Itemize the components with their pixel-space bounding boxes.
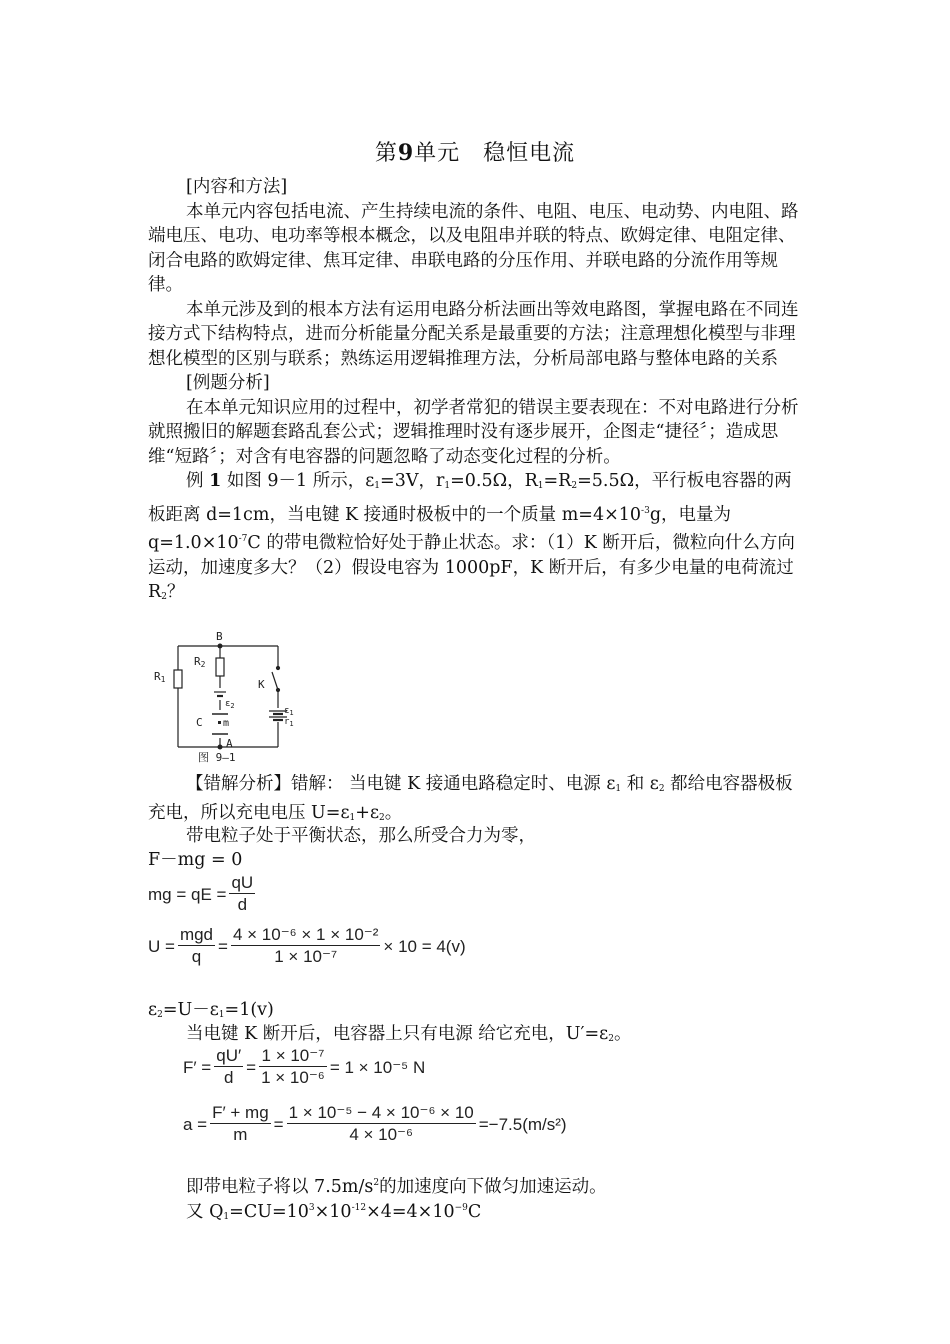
section-heading-content: [内容和方法] <box>186 177 288 197</box>
equation-mg-qe: mg = qE = $\frac{qU}{d}$ <box>148 873 254 914</box>
page-title: 第9单元 稳恒电流 <box>374 140 576 166</box>
label-c: C <box>196 716 203 729</box>
svg-text:ε2: $\varepsilon_2$ <box>225 699 235 710</box>
equation-force-balance: F－mg = 0 <box>148 850 243 870</box>
equation-force-prime: F′ = $\frac{qU'}{d}$ = $\frac{\text{1 × 10⁻⁷}}{\text{1 × 10⁻⁶}}$ = 1 × 10⁻⁵ N <box>183 1046 426 1087</box>
svg-text:r1: $r_1$ <box>284 717 294 728</box>
svg-text:R1: R1 <box>154 670 166 684</box>
body-text <box>148 175 803 610</box>
circuit-diagram <box>148 630 298 765</box>
paragraph-intro: 本单元内容包括电流、产生持续电流的条件、电阻、电压、电动势、内电阻、路端电压、电功、电功率等根本概念，以及电阻串并联的特点、欧姆定律、电阻定律、闭合电路的欧姆定律、焦耳定律、串联电路的分压作用、并联电路的分流作用等规律。 <box>148 201 799 295</box>
label-b: B <box>216 630 223 643</box>
label-m: m <box>223 718 230 729</box>
error-analysis: 【错解分析】错解： 当电键 K 接通电路稳定时、电源 $\varepsilon_1$ 和 $\varepsilon_2$ 都给电容器极板充电，所以充电电压 $U=\varepsilon_1+\varepsilon_2$。 <box>148 774 793 823</box>
acceleration-text: 即带电粒子将以 $7.5m/s^2$的加速度向下做匀加速运动。 <box>186 1177 607 1197</box>
paragraph-methods: 本单元涉及到的根本方法有运用电路分析法画出等效电路图，掌握电路在不同连接方式下结构特点，进而分析能量分配关系是最重要的方法；注意理想化模型与非理想化模型的区别与联系；熟练运用逻辑推理方法，分析局部电路与整体电路的关系 <box>148 299 799 369</box>
equation-emf2: $\varepsilon_2=U-\varepsilon_1=1(v)$ <box>148 1000 274 1020</box>
figure-caption: 图 9—1 <box>198 751 236 764</box>
balance-text: 带电粒子处于平衡状态，那么所受合力为零， <box>186 826 536 846</box>
example-1-problem: 例 1 如图 9－1 所示，$\varepsilon_1=3V$，$r_1=0.5\Omega$，$R_1=R_2=5.5\Omega$，平行板电容器的两板距离 d=1cm，当电键 K 接通时极板中的一个质量 $m=4\times 10^{-3}g$，电量为 $q=1.0\times 10^{-7}C$ 的带电微粒恰好处于静止状态。求：（1）K 断开后，微粒向什么方向运动，加速度多大？（2）假设电容为 1000pF，K 断开后，有多少电量的电荷流过 $R_2$？ <box>148 471 795 602</box>
equation-voltage: U = $\frac{\text{mgd}}{q}$ = $\frac{\text{4 × 10⁻⁶ × 1 × 10⁻²}}{\text{1 × 10⁻⁷}}$ × 10 = 4(v) <box>148 925 466 966</box>
section-heading-examples: [例题分析] <box>186 373 270 393</box>
svg-text:ε1: $\varepsilon_1$ <box>284 706 294 717</box>
switch-open-text: 当电键 K 断开后，电容器上只有电源 给它充电，$U'=\varepsilon_2$。 <box>186 1024 632 1044</box>
equation-acceleration: a = $\frac{F' + mg}{m}$ = $\frac{\text{1 × 10⁻⁵ − 4 × 10⁻⁶ × 10}}{\text{4 × 10⁻⁶}}$ =−7.5(m/s²) <box>183 1103 567 1144</box>
resistor-r1 <box>174 670 182 688</box>
resistor-r2 <box>216 658 224 676</box>
switch-k <box>272 666 283 692</box>
paragraph-mistakes: 在本单元知识应用的过程中，初学者常犯的错误主要表现在：不对电路进行分析就照搬旧的解题套路乱套公式；逻辑推理时没有逐步展开，企图走“捷径〞；造成思维“短路〞；对含有电容器的问题忽略了动态变化过程的分析。 <box>148 397 799 467</box>
svg-text:R2: R2 <box>194 655 206 669</box>
label-a: A <box>226 737 233 750</box>
label-k: K <box>258 678 265 691</box>
charge-equation: 又 $Q_1=CU=10^3\times 10^{-12}\times 4=4\times 10^{-9}C$ <box>186 1202 482 1222</box>
